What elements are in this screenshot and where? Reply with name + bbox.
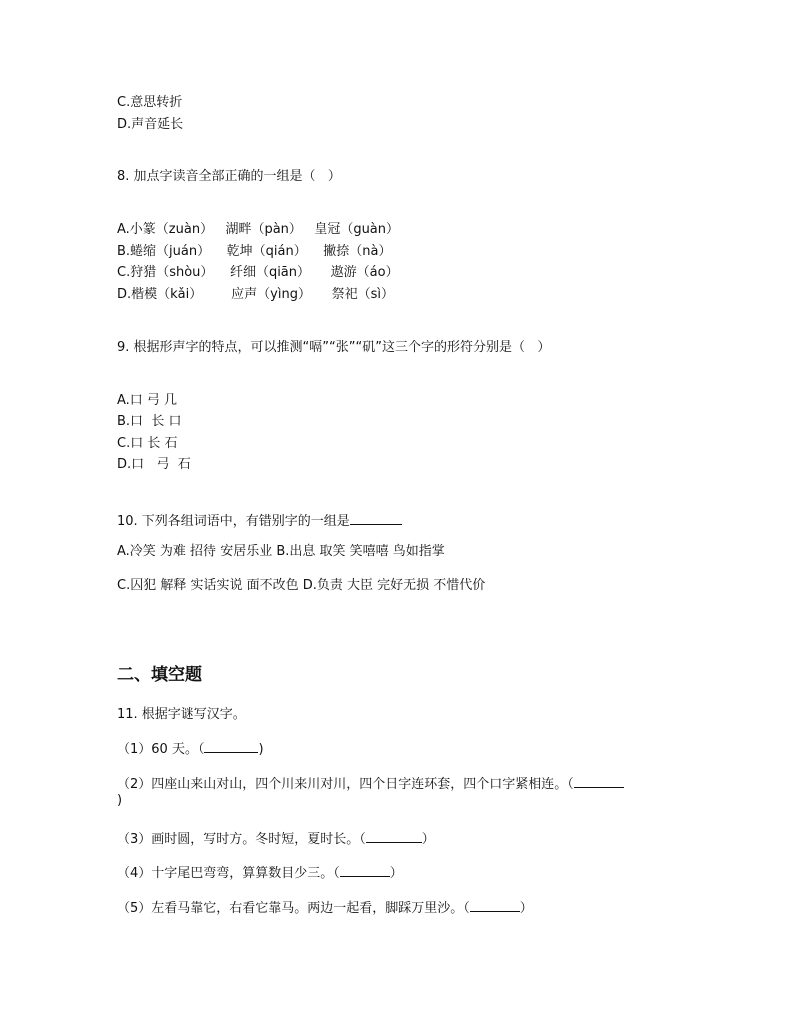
q11-stem: 11. 根据字谜写汉字。 [117, 707, 246, 722]
q11-item-4-text: （4）十字尾巴弯弯，算算数目少三。（ [117, 866, 340, 881]
q10-answer-blank[interactable] [350, 510, 402, 525]
q8-option-c: C.狩猎（shòu） 纤细（qiān） 遨游（áo） [117, 265, 399, 280]
q11-item-3-text: （3）画时圆，写时方。冬时短，夏时长。（ [117, 832, 366, 847]
q9-stem: 9. 根据形声字的特点，可以推测“嗝”“张”“矶”这三个字的形符分别是（ ） [117, 340, 551, 355]
q10-option-ab: A.冷笑 为难 招待 安居乐业 B.出息 取笑 笑嘻嘻 鸟如指掌 [117, 544, 445, 559]
q9-option-a: A.口 弓 几 [117, 393, 178, 408]
q8-stem: 8. 加点字读音全部正确的一组是（ ） [117, 169, 341, 184]
section-heading: 二、填空题 [117, 665, 202, 685]
q11-item-5 [117, 897, 533, 918]
q9-option-d: D.口 弓 石 [117, 457, 191, 472]
q11-item-2-text: （2）四座山来山对山，四个川来川对川，四个日字连环套，四个口字紧相连。（ [117, 777, 574, 792]
q11-item-5-blank[interactable] [470, 897, 520, 912]
q10-option-cd: C.囚犯 解释 实话实说 面不改色 D.负责 大臣 完好无损 不惜代价 [117, 578, 486, 593]
q11-item-2-close: ) [117, 793, 123, 808]
q11-item-2 [117, 773, 624, 794]
q11-item-3 [117, 828, 435, 849]
q11-item-5-close: ） [519, 901, 533, 916]
q11-item-5-text: （5）左看马靠它，右看它靠马。两边一起看，脚踩万里沙。（ [117, 901, 470, 916]
q11-item-4 [117, 862, 403, 883]
q11-item-3-close: ） [421, 832, 435, 847]
q8-option-a: A.小篆（zuàn） 湖畔（pàn） 皇冠（guàn） [117, 222, 400, 237]
q11-item-4-close: ） [389, 866, 403, 881]
q9-option-b: B.口 长 口 [117, 414, 182, 429]
q10-stem-text: 10. 下列各组词语中，有错别字的一组是 [117, 514, 350, 529]
q7-option-d: D.声音延长 [117, 117, 184, 132]
q8-option-d: D.楷模（kǎi） 应声（yìng） 祭祀（sì） [117, 287, 395, 302]
q11-item-1 [117, 738, 264, 759]
q11-item-4-blank[interactable] [340, 862, 390, 877]
q10-stem [117, 510, 402, 531]
q9-option-c: C.口 长 石 [117, 436, 178, 451]
q11-item-1-blank[interactable] [204, 738, 258, 753]
q11-item-3-blank[interactable] [366, 828, 422, 843]
q8-option-b: B.蜷缩（juán） 乾坤（qián） 撇捺（nà） [117, 244, 392, 259]
q11-item-1-text: （1）60 天。（ [117, 742, 205, 757]
q11-item-1-close: ) [258, 742, 264, 757]
q7-option-c: C.意思转折 [117, 95, 183, 110]
q11-item-2-blank[interactable] [574, 773, 624, 788]
